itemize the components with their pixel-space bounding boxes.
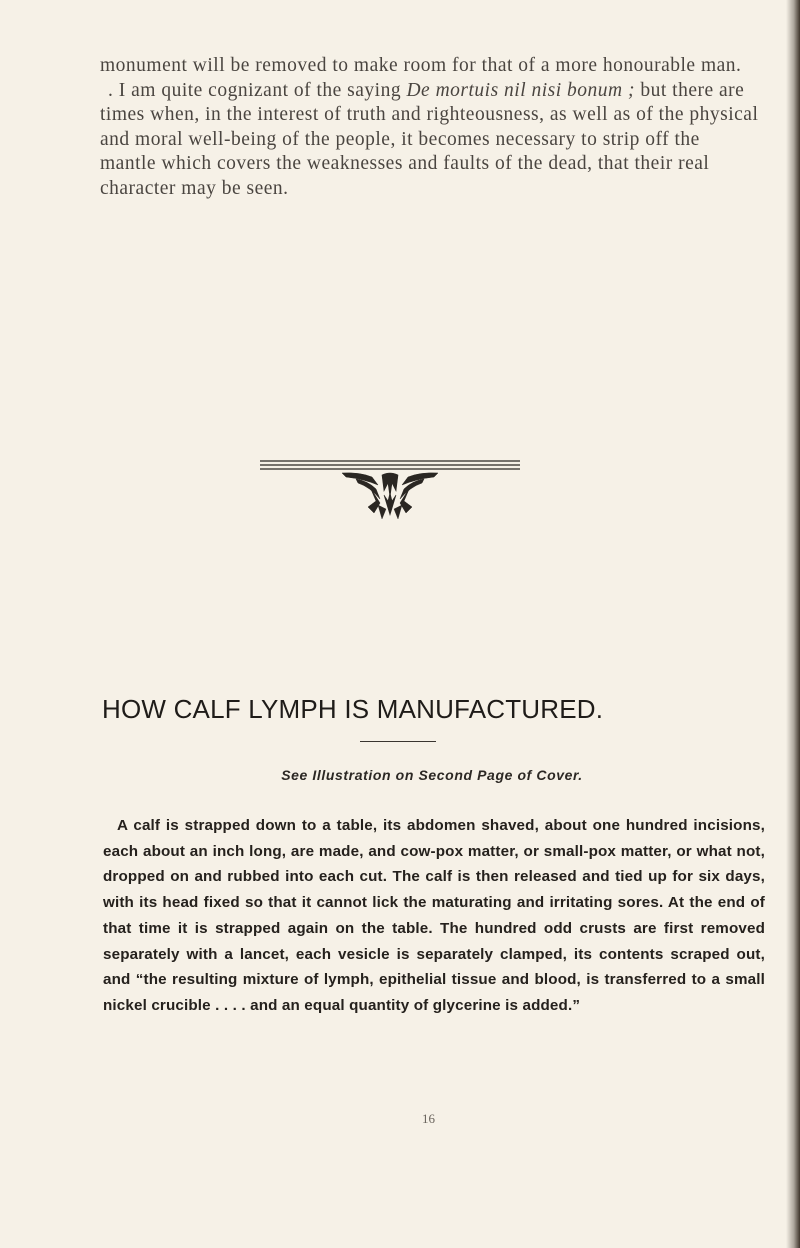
top-text-block <box>100 54 760 202</box>
body-paragraph: A calf is strapped down to a table, its abdomen shaved, about one hundred incisions, each about an inch long, are made, and cow-pox matter, or small-pox matter, or what not, dropped on and rubbed into each cut. The calf is then released and tied up for six days, with its head fixed so that it cannot lick the maturating and irritating sores. At the end of that time it is strapped again on the table. The hundred odd crusts are first removed separately with a lancet, each vesicle is separately clamped, its contents scraped out, and “the resulting mixture of lymph, epithelial tissue and blood, is transferred to a small nickel crucible . . . . and an equal quantity of glycerine is added.” <box>103 817 765 1014</box>
body-text-block <box>103 813 765 1019</box>
illustration-caption: See Illustration on Second Page of Cover. <box>281 767 583 783</box>
paragraph-de-mortuis <box>100 79 760 202</box>
decorative-divider-ornament-icon <box>260 457 520 527</box>
paragraph-prefix: . I am quite cognizant of the saying <box>108 79 407 101</box>
page-edge-shadow <box>786 0 800 1248</box>
paragraph-rest: but there are times when, in the interest of truth and righteousness, as well as of the physical and moral well-being of the people, it becomes necessary to strip off the mantle which covers the weaknesses and faults of the dead, that their real character may be seen. <box>100 79 759 199</box>
paragraph-continuation: monument will be removed to make room for that of a more honourable man. <box>100 55 742 76</box>
section-heading: HOW CALF LYMPH IS MANUFACTURED. <box>102 694 604 724</box>
page-number: 16 <box>422 1111 435 1126</box>
heading-divider <box>360 741 436 742</box>
latin-phrase: De mortuis nil nisi bonum ; <box>406 79 636 101</box>
